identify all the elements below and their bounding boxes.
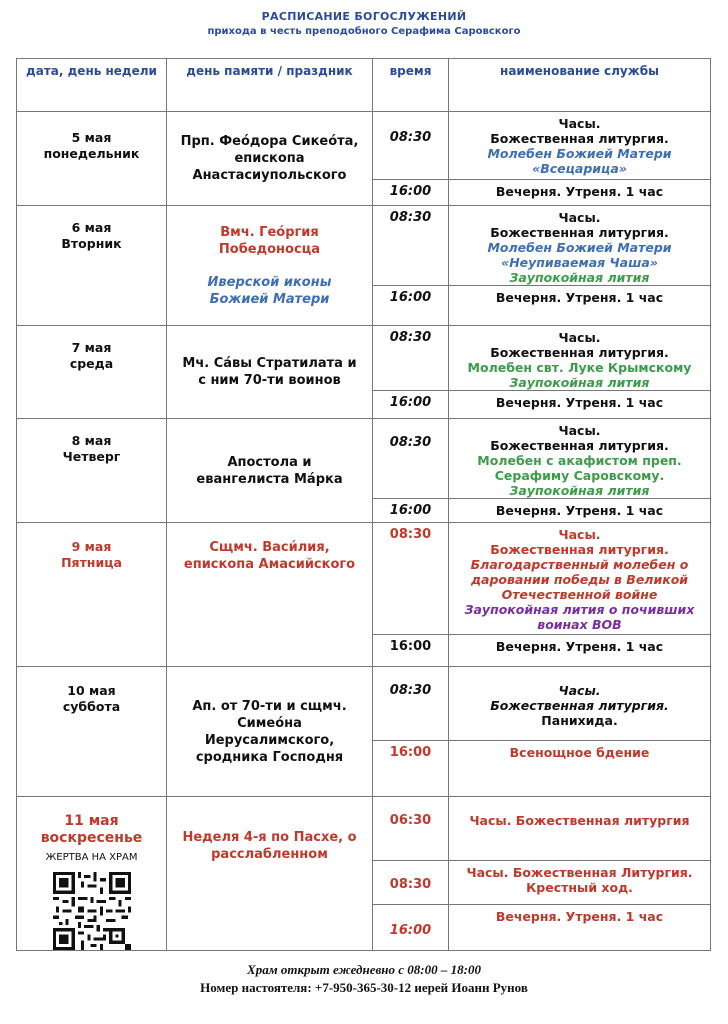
- service-line: Божественная литургия.: [490, 542, 669, 557]
- table-row: [17, 667, 711, 741]
- weekday-label: понедельник: [43, 146, 140, 161]
- feast-line: Неделя 4-я по Пасхе, о: [182, 830, 357, 845]
- service-line: Часы.: [558, 423, 601, 438]
- donation-qr-code[interactable]: [53, 872, 131, 950]
- table-row: [17, 326, 711, 391]
- service-line: Крестный ход.: [526, 880, 633, 895]
- service-cell: [449, 635, 711, 667]
- service-line: Божественная литургия.: [490, 131, 669, 146]
- weekday-label: суббота: [62, 699, 121, 714]
- service-line: Вечерня. Утреня. 1 час: [495, 639, 664, 654]
- table-row: [17, 112, 711, 180]
- service-line: Молебен с акафистом преп.: [477, 453, 682, 468]
- service-line: Божественная литургия.: [490, 345, 669, 360]
- feast-cell: [167, 667, 373, 797]
- weekday-label: среда: [69, 356, 114, 371]
- service-cell: [449, 667, 711, 741]
- date-label: 5 мая: [71, 130, 112, 145]
- time-cell: 08:30: [373, 861, 449, 905]
- service-line: Часы.: [558, 210, 601, 225]
- time-cell: 08:30: [373, 667, 449, 741]
- date-cell: [17, 206, 167, 326]
- feast-line: Мч. Сáвы Стратилата и: [182, 356, 357, 371]
- feast-line: расслабленном: [211, 847, 328, 862]
- service-line: Часы.: [558, 683, 601, 698]
- feast-cell: [167, 523, 373, 667]
- service-cell: [449, 499, 711, 523]
- feast-line: сродника Господня: [195, 749, 344, 765]
- time-cell: 16:00: [373, 635, 449, 667]
- date-cell: [17, 326, 167, 419]
- service-line: Молебен свт. Луке Крымскому: [467, 360, 692, 375]
- opening-hours: Храм открыт ежедневно с 08:00 – 18:00: [247, 962, 481, 977]
- feast-line: Божией Матери: [209, 291, 330, 307]
- service-line: Молебен Божией Матери: [487, 240, 672, 255]
- col-header-time: время: [373, 59, 449, 112]
- feast-cell: [167, 419, 373, 523]
- table-header-row: [17, 59, 711, 112]
- service-cell: [449, 741, 711, 797]
- time-cell: 08:30: [373, 206, 449, 286]
- time-cell: 08:30: [373, 523, 449, 635]
- feast-line: Симеóна: [237, 715, 302, 731]
- col-header-date: дата, день недели: [17, 59, 167, 112]
- feast-cell: [167, 326, 373, 419]
- service-cell: [449, 797, 711, 861]
- feast-line: епископа: [234, 151, 305, 166]
- time-cell: 08:30: [373, 326, 449, 391]
- feast-cell: [167, 797, 373, 951]
- feast-cell: [167, 206, 373, 326]
- service-line: Божественная литургия.: [490, 438, 669, 453]
- service-line: даровании победы в Великой: [470, 572, 689, 587]
- date-label: 8 мая: [71, 433, 112, 448]
- service-line: Заупокойная лития о почивших: [464, 602, 695, 617]
- col-header-service: наименование службы: [449, 59, 711, 112]
- feast-line: Иерусалимского,: [204, 732, 335, 748]
- service-cell: [449, 326, 711, 391]
- service-line: «Неупиваемая Чаша»: [501, 255, 658, 270]
- table-row: [17, 206, 711, 286]
- service-line: воинах ВОВ: [537, 617, 622, 632]
- feast-line: епископа Амасийского: [183, 557, 356, 572]
- table-row: [17, 419, 711, 499]
- date-label: 10 мая: [67, 683, 116, 698]
- service-line: Заупокойная лития: [509, 375, 650, 390]
- feast-line: евангелиста Мáрка: [196, 471, 343, 487]
- time-cell: 06:30: [373, 797, 449, 861]
- service-line: Заупокойная лития: [509, 483, 650, 498]
- service-line: Вечерня. Утреня. 1 час: [495, 290, 664, 305]
- service-cell: [449, 523, 711, 635]
- service-line: Вечерня. Утреня. 1 час: [495, 909, 664, 924]
- time-cell: 16:00: [373, 499, 449, 523]
- time-cell: 16:00: [373, 905, 449, 951]
- service-line: Всенощное бдение: [509, 745, 650, 760]
- feast-line: Ап. от 70-ти и сщмч.: [192, 698, 347, 714]
- feast-line: Победоносца: [218, 241, 321, 257]
- service-line: Молебен Божией Матери: [487, 146, 672, 161]
- date-cell: [17, 523, 167, 667]
- weekday-label: Пятница: [61, 555, 122, 570]
- weekday-label: Вторник: [61, 236, 122, 251]
- service-line: Божественная литургия.: [490, 225, 669, 240]
- service-cell: [449, 286, 711, 326]
- service-line: Панихида.: [541, 713, 618, 728]
- service-line: Заупокойная лития: [509, 270, 650, 285]
- service-line: Часы.: [558, 527, 601, 542]
- service-cell: [449, 206, 711, 286]
- service-line: Часы.: [558, 116, 601, 131]
- feast-line: Анастасиупольского: [192, 168, 347, 183]
- weekday-label: Четверг: [62, 449, 121, 464]
- feast-line: Сщмч. Васи́лия,: [209, 540, 330, 555]
- time-cell: 16:00: [373, 391, 449, 419]
- rector-contact: Номер настоятеля: +7-950-365-30-12 иерей Иоанн Рунов: [200, 980, 528, 995]
- feast-line: Иверской иконы: [207, 274, 332, 290]
- feast-cell: [167, 112, 373, 206]
- service-line: Благодарственный молебен о: [470, 557, 689, 572]
- weekday-label: воскресенье: [40, 830, 143, 846]
- page-title: РАСПИСАНИЕ БОГОСЛУЖЕНИЙ: [261, 10, 467, 23]
- date-label: 11 мая: [64, 813, 119, 829]
- service-cell: [449, 112, 711, 180]
- service-line: Часы. Божественная литургия: [469, 813, 690, 828]
- service-cell: [449, 419, 711, 499]
- service-line: Часы. Божественная Литургия.: [466, 865, 693, 880]
- feast-line: с ним 70-ти воинов: [198, 373, 341, 388]
- service-line: «Всецарица»: [532, 161, 627, 176]
- service-line: Божественная литургия.: [490, 698, 669, 713]
- service-line: Вечерня. Утреня. 1 час: [495, 184, 664, 199]
- date-cell: [17, 419, 167, 523]
- service-cell: [449, 905, 711, 951]
- time-cell: 16:00: [373, 180, 449, 206]
- date-cell: [17, 797, 167, 951]
- col-header-feast: день памяти / праздник: [167, 59, 373, 112]
- date-label: 7 мая: [71, 340, 112, 355]
- service-cell: [449, 391, 711, 419]
- service-line: Серафиму Саровскому.: [494, 468, 665, 483]
- feast-line: Апостола и: [227, 454, 312, 470]
- time-cell: 08:30: [373, 419, 449, 499]
- date-cell: [17, 667, 167, 797]
- service-cell: [449, 861, 711, 905]
- service-line: Часы.: [558, 330, 601, 345]
- donation-label: ЖЕРТВА НА ХРАМ: [45, 852, 138, 863]
- table-row: [17, 797, 711, 861]
- page-subtitle: прихода в честь преподобного Серафима Саровского: [207, 26, 521, 37]
- schedule-table: [16, 58, 711, 951]
- table-row: [17, 523, 711, 635]
- feast-line: Прп. Феóдора Сикеóта,: [180, 134, 359, 149]
- service-line: Вечерня. Утреня. 1 час: [495, 503, 664, 518]
- service-cell: [449, 180, 711, 206]
- date-label: 6 мая: [71, 220, 112, 235]
- service-line: Отечественной войне: [501, 587, 658, 602]
- time-cell: 08:30: [373, 112, 449, 180]
- time-cell: 16:00: [373, 741, 449, 797]
- date-cell: [17, 112, 167, 206]
- feast-line: Вмч. Геóргия: [220, 224, 319, 240]
- time-cell: 16:00: [373, 286, 449, 326]
- date-label: 9 мая: [71, 539, 112, 554]
- service-line: Вечерня. Утреня. 1 час: [495, 395, 664, 410]
